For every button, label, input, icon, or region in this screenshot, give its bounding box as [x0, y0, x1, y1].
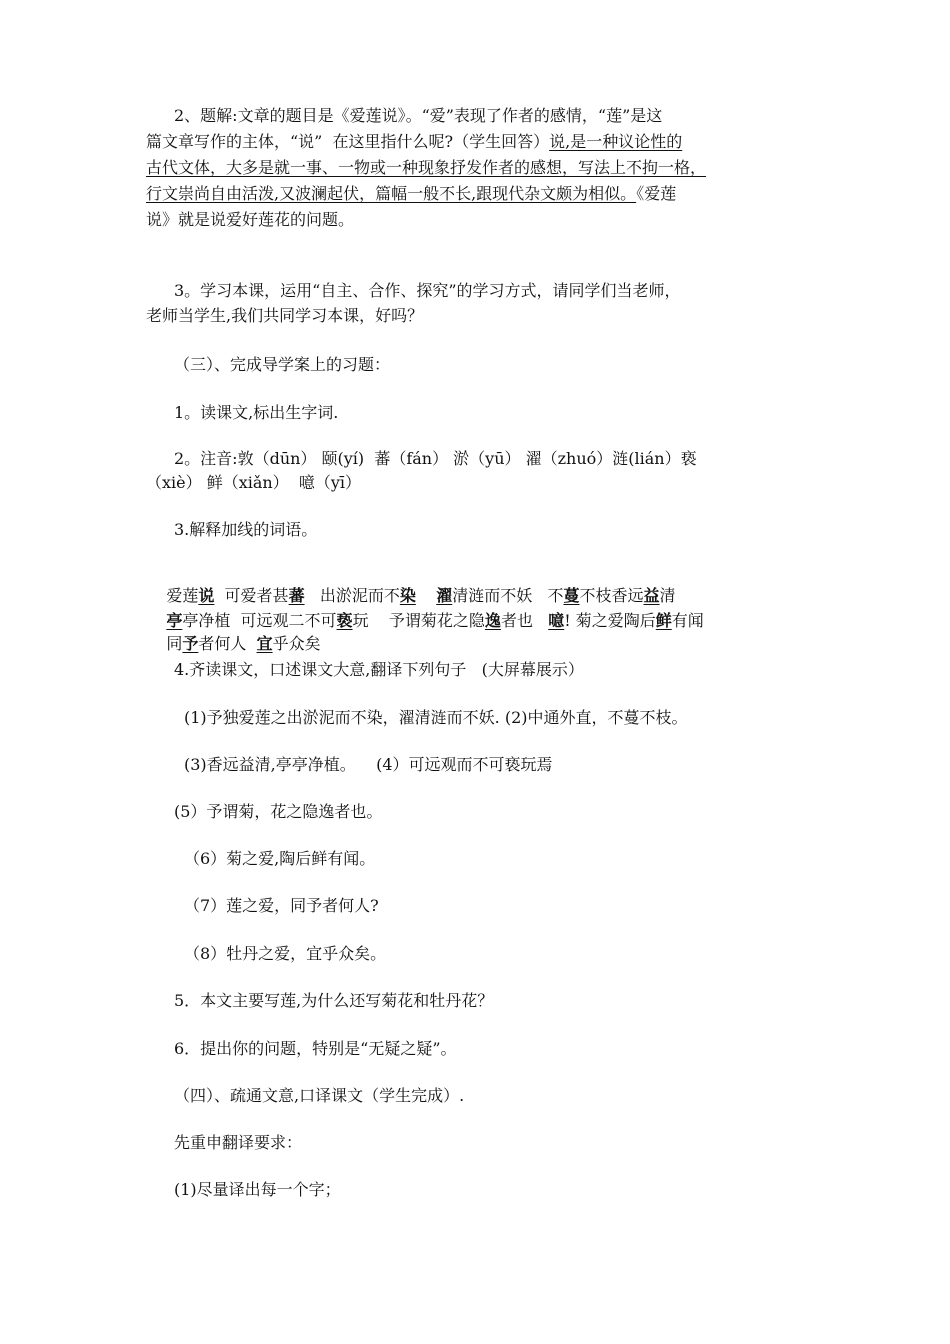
sentence-4: （6）菊之爱,陶后鲜有闻。: [184, 849, 376, 868]
paragraph-2-line-3: 古代文体，大多是就一事、一物或一种现象抒发作者的感想，写法上不拘一格，: [146, 158, 707, 177]
underlined-text: 行文崇尚自由活泼,又波澜起伏，篇幅一般不长,跟现代杂文颇为相似。: [146, 184, 637, 203]
sentence-5: （7）莲之爱，同予者何人?: [184, 896, 379, 915]
vocab-row-2: [146, 591, 806, 630]
vocab-text: 玩 予谓菊花之隐: [352, 611, 485, 630]
requirement-1: (1)尽量译出每一个字；: [174, 1180, 341, 1199]
vocab-text: 亭净植 可远观二不可: [182, 611, 337, 630]
paragraph-2-line-5: 说》就是说爱好莲花的问题。: [146, 210, 355, 229]
question-3: 3.解释加线的词语。: [174, 520, 318, 539]
vocab-text: 有闻: [671, 611, 704, 630]
vocab-key-word: 濯: [436, 586, 453, 605]
vocab-key-word: 亵: [336, 611, 353, 630]
paragraph-2-line-4: [146, 184, 806, 204]
vocab-text: 可爱者甚: [214, 586, 289, 605]
vocab-key-word: 亭: [166, 611, 183, 630]
vocab-text: ! 菊之爱陶后: [564, 611, 656, 630]
vocab-text: 同: [166, 634, 183, 653]
vocab-text: 不枝香远: [579, 586, 644, 605]
question-2-line-2: （xiè） 鲜（xiǎn） 噫（yī）: [146, 473, 362, 492]
question-6: 6．提出你的问题，特别是“无疑之疑”。: [174, 1039, 457, 1058]
vocab-text: 清: [659, 586, 676, 605]
vocab-key-word: 逸: [484, 611, 501, 630]
paragraph-3-line-1: 3。学习本课，运用“自主、合作、探究”的学习方式，请同学们当老师，: [174, 281, 681, 300]
sentence-3: (5）予谓菊，花之隐逸者也。: [174, 802, 383, 821]
underlined-text: 说,是一种议论性的: [549, 132, 683, 151]
vocab-text: 乎众矣: [272, 634, 321, 653]
vocab-text: 爱莲: [166, 586, 199, 605]
vocab-key-word: 染: [399, 586, 416, 605]
vocab-key-word: 噫: [548, 611, 565, 630]
translation-requirements-heading: 先重申翻译要求：: [174, 1133, 303, 1152]
vocab-key-word: 蔓: [563, 586, 580, 605]
vocab-text: 清涟而不妖 不: [452, 586, 564, 605]
paragraph-3-line-2: 老师当学生,我们共同学习本课，好吗？: [146, 306, 424, 325]
section-3-heading: （三）、完成导学案上的习题：: [174, 355, 391, 374]
vocab-text: 出淤泥而不: [304, 586, 400, 605]
vocab-key-word: 鲜: [655, 611, 672, 630]
sentence-1: (1)予独爱莲之出淤泥而不染，濯清涟而不妖. (2)中通外直，不蔓不枝。: [184, 708, 688, 727]
sentence-6: （8）牡丹之爱，宜乎众矣。: [184, 944, 387, 963]
question-2-line-1: 2。注音:敦（dūn） 颐(yí) 蕃（fán） 淤（yū） 濯（zhuó）涟(lián）亵: [174, 449, 697, 468]
vocab-key-word: 蕃: [288, 586, 305, 605]
text: 《爱莲: [636, 184, 677, 203]
paragraph-2-line-2: [146, 132, 806, 152]
vocab-text: 者也: [500, 611, 549, 630]
vocab-key-word: 益: [643, 586, 660, 605]
vocab-row-1: [146, 566, 806, 605]
question-4: 4.齐读课文，口述课文大意,翻译下列句子 (大屏幕展示）: [174, 660, 584, 679]
vocab-key-word: 说: [198, 586, 215, 605]
question-1: 1。读课文,标出生字词.: [174, 403, 339, 422]
section-4-heading: （四）、疏通文意,口译课文（学生完成）.: [174, 1086, 465, 1105]
vocab-key-word: 予: [182, 634, 199, 653]
sentence-2: (3)香远益清,亭亭净植。 (4）可远观而不可亵玩焉: [184, 755, 553, 774]
question-5: 5．本文主要写莲,为什么还写菊花和牡丹花？: [174, 991, 494, 1010]
vocab-key-word: 宜: [256, 634, 273, 653]
vocab-text: 者何人: [198, 634, 257, 653]
paragraph-2-line-1: 2、题解:文章的题目是《爱莲说》。“爱”表现了作者的感情，“莲”是这: [174, 106, 663, 125]
vocab-row-3: [146, 614, 806, 653]
text: 篇文章写作的主体，“说” 在这里指什么呢?（学生回答）: [146, 132, 550, 151]
